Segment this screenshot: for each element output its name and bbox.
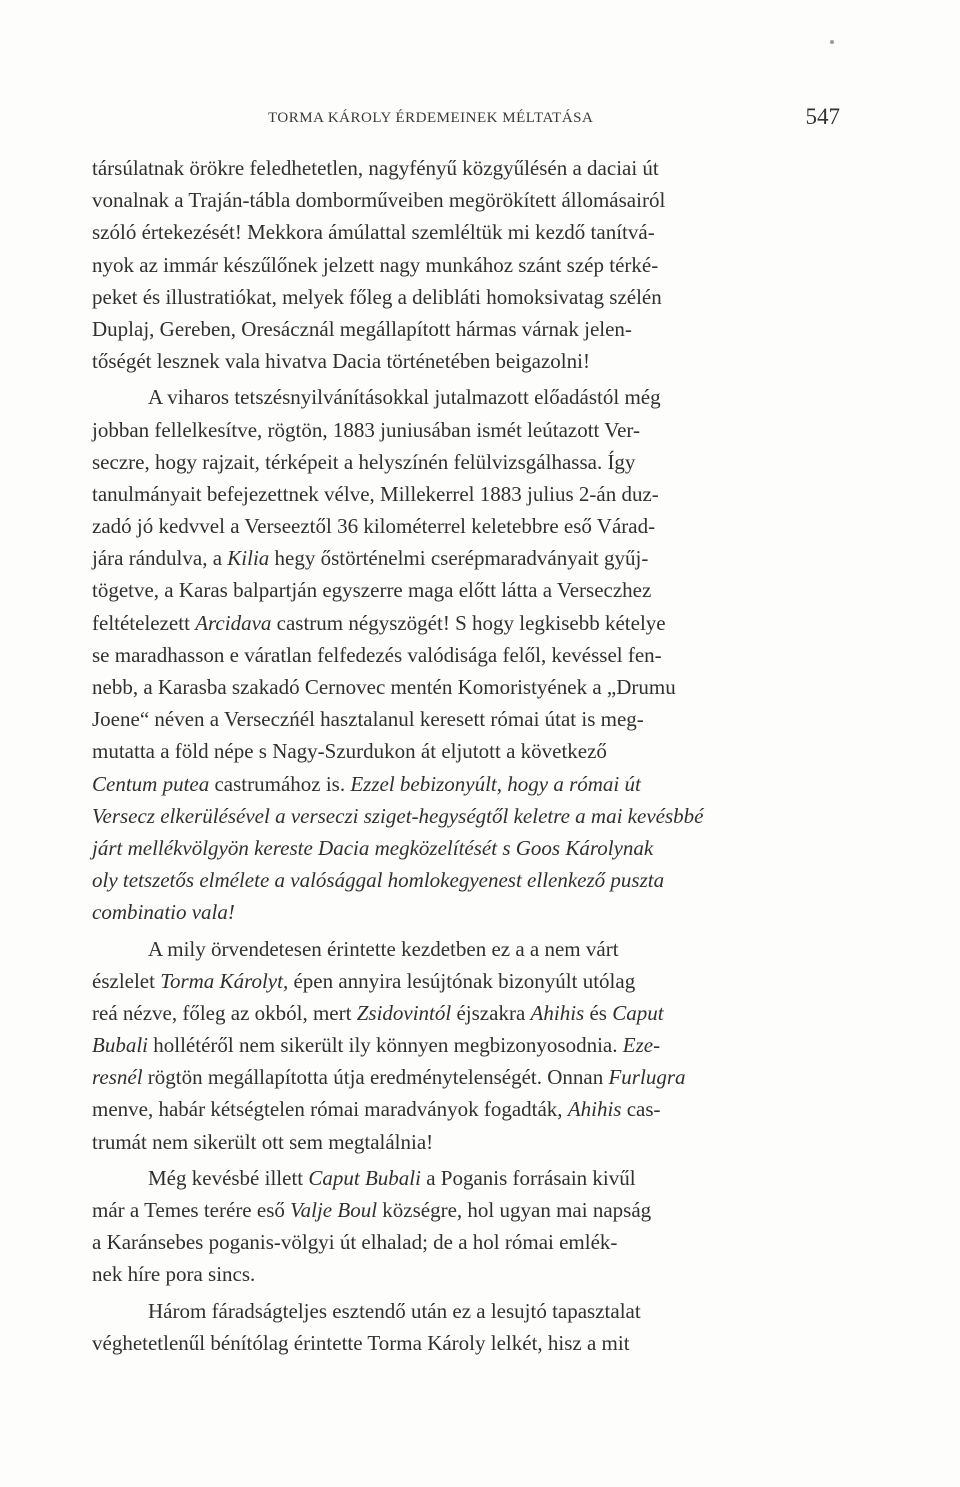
- body-text: [92, 152, 840, 1359]
- text-line: [92, 216, 840, 248]
- text-run: rögtön megállapította útja eredménytelenségét. Onnan: [142, 1065, 609, 1090]
- text-line: [92, 1295, 840, 1327]
- text-run: jára rándulva, a: [92, 546, 228, 571]
- text-run: a Poganis forrásain kivűl: [420, 1165, 636, 1190]
- italic-text: járt mellékvölgyön kereste Dacia megközelítését s Goos Károlynak: [92, 835, 654, 860]
- italic-text: Bubali: [92, 1033, 148, 1058]
- text-line: [92, 639, 840, 671]
- text-run: cas-: [621, 1097, 661, 1122]
- page-number: 547: [805, 104, 840, 129]
- text-line: [92, 1126, 840, 1158]
- italic-text: Centum putea: [92, 771, 210, 796]
- page-header: [268, 104, 840, 134]
- text-line: [92, 1258, 840, 1290]
- text-line: [92, 345, 840, 377]
- text-line: [92, 703, 840, 735]
- text-run: Még kevésbé illett: [148, 1165, 309, 1190]
- text-line: [92, 1327, 840, 1359]
- text-line: [92, 671, 840, 703]
- text-run: trumát nem sikerült ott sem megtalálnia!: [92, 1129, 434, 1154]
- text-line: [92, 281, 840, 313]
- text-line: [92, 997, 840, 1029]
- text-run: épen annyira lesújtónak bizonyúlt utólag: [288, 968, 636, 993]
- text-line: [92, 1093, 840, 1125]
- text-line: [92, 933, 840, 965]
- italic-text: Valje Boul: [290, 1198, 378, 1222]
- text-run: menve, habár kétségtelen római maradványok fogadták,: [92, 1097, 568, 1122]
- text-run: zadó jó kedvvel a Verseeztől 36 kilométerrel keletebbre eső Várad-: [92, 514, 656, 539]
- text-run: jobban fellelkesítve, rögtön, 1883 juniusában ismét leútazott Ver-: [92, 417, 640, 442]
- text-line: [92, 1226, 840, 1258]
- text-run: nebb, a Karasba szakadó Cernovec mentén Komoristyének a „Drumu: [92, 675, 676, 699]
- text-line: [92, 1061, 840, 1093]
- text-run: községre, hol ugyan mai napság: [377, 1198, 652, 1222]
- text-run: Három fáradságteljes esztendő után ez a lesujtó tapasztalat: [148, 1298, 641, 1323]
- text-line: [92, 542, 840, 574]
- text-line: [92, 735, 840, 767]
- text-line: [92, 607, 840, 639]
- text-run: éjszakra: [451, 1000, 531, 1025]
- text-run: nek híre pora sincs.: [92, 1262, 256, 1287]
- text-run: tőségét lesznek vala hivatva Dacia történetében beigazolni!: [92, 349, 590, 374]
- text-line: [92, 965, 840, 997]
- text-line: [92, 478, 840, 510]
- text-line: [92, 249, 840, 281]
- text-line: [92, 768, 840, 800]
- text-line: [92, 446, 840, 478]
- text-line: [92, 1029, 840, 1061]
- text-run: Duplaj, Gereben, Oresácznál megállapított hármas várnak jelen-: [92, 316, 632, 341]
- text-line: [92, 184, 840, 216]
- italic-text: Versecz elkerülésével a verseczi sziget-hegységtől keletre a mai kevésbbé: [92, 803, 704, 828]
- italic-text: oly tetszetős elmélete a valósággal homlokegyenest ellenkező puszta: [92, 868, 665, 893]
- italic-text: Arcidava: [195, 610, 272, 635]
- text-line: [92, 313, 840, 345]
- text-run: A viharos tetszésnyilvánításokkal jutalmazott előadástól még: [148, 385, 661, 410]
- italic-text: Caput Bubali: [308, 1165, 421, 1190]
- text-run: se maradhasson e váratlan felfedezés valódisága felől, kevéssel fen-: [92, 642, 662, 667]
- italic-text: combinatio vala!: [92, 900, 235, 925]
- text-run: a Karánsebes poganis-völgyi út elhalad; de a hol római emlék-: [92, 1230, 618, 1255]
- text-run: véghetetlenűl bénítólag érintette Torma Károly lelkét, hisz a mit: [92, 1330, 630, 1355]
- italic-text: Ahihis: [530, 1000, 585, 1025]
- text-run: tanulmányait befejezettnek vélve, Millekerrel 1883 julius 2-án duz-: [92, 481, 659, 506]
- italic-text: Caput: [612, 1000, 664, 1025]
- italic-text: Ezzel bebizonyúlt, hogy a római út: [350, 771, 641, 796]
- text-run: hollétéről nem sikerült ily könnyen megbizonyosodnia.: [148, 1033, 623, 1058]
- text-line: [92, 1162, 840, 1194]
- running-head: TORMA KÁROLY ÉRDEMEINEK MÉLTATÁSA: [268, 110, 594, 126]
- text-line: [92, 896, 840, 928]
- text-run: szóló értekezését! Mekkora ámúlattal szemléltük mi kezdő tanítvá-: [92, 220, 655, 245]
- italic-text: Zsidovintól: [356, 1000, 452, 1025]
- text-run: nyok az immár készűlőnek jelzett nagy munkához szánt szép térké-: [92, 252, 659, 277]
- text-run: társúlatnak örökre feledhetetlen, nagyfényű közgyűlésén a daciai út: [92, 156, 659, 180]
- text-run: vonalnak a Traján-tábla domborműveiben megörökített állomásairól: [92, 188, 666, 213]
- italic-text: Furlugra: [608, 1065, 686, 1090]
- text-run: reá nézve, főleg az okból, mert: [92, 1000, 357, 1025]
- italic-text: Ahihis: [567, 1097, 622, 1122]
- text-line: [92, 864, 840, 896]
- italic-text: resnél: [92, 1065, 143, 1090]
- text-run: észlelet: [92, 968, 161, 993]
- text-run: peket és illustratiókat, melyek főleg a delibláti homoksivatag szélén: [92, 284, 662, 309]
- scan-speck: [830, 40, 834, 44]
- italic-text: Kilia: [227, 546, 270, 571]
- text-run: A mily örvendetesen érintette kezdetben ez a a nem várt: [148, 936, 619, 961]
- text-run: seczre, hogy rajzait, térképeit a helyszínén felülvizsgálhassa. Így: [92, 449, 636, 474]
- text-line: [92, 800, 840, 832]
- text-run: már a Temes terére eső: [92, 1198, 291, 1222]
- text-line: [92, 152, 840, 184]
- text-line: [92, 381, 840, 413]
- text-run: castrum négyszögét! S hogy legkisebb kételye: [271, 610, 666, 635]
- text-line: [92, 574, 840, 606]
- text-run: castrumához is.: [209, 771, 351, 796]
- italic-text: Torma Károlyt,: [160, 968, 289, 993]
- text-run: Joene“ néven a Verseczńél hasztalanul keresett római útat is meg-: [92, 707, 644, 732]
- text-run: hegy őstörténelmi cserépmaradványait gyűj-: [269, 546, 649, 571]
- text-line: [92, 832, 840, 864]
- text-line: [92, 1194, 840, 1226]
- text-line: [92, 510, 840, 542]
- text-run: és: [584, 1000, 613, 1025]
- italic-text: Eze-: [622, 1033, 661, 1058]
- text-line: [92, 414, 840, 446]
- text-run: feltételezett: [92, 610, 196, 635]
- text-run: tögetve, a Karas balpartján egyszerre maga előtt látta a Verseczhez: [92, 578, 652, 603]
- text-run: mutatta a föld népe s Nagy-Szurdukon át eljutott a következő: [92, 739, 607, 764]
